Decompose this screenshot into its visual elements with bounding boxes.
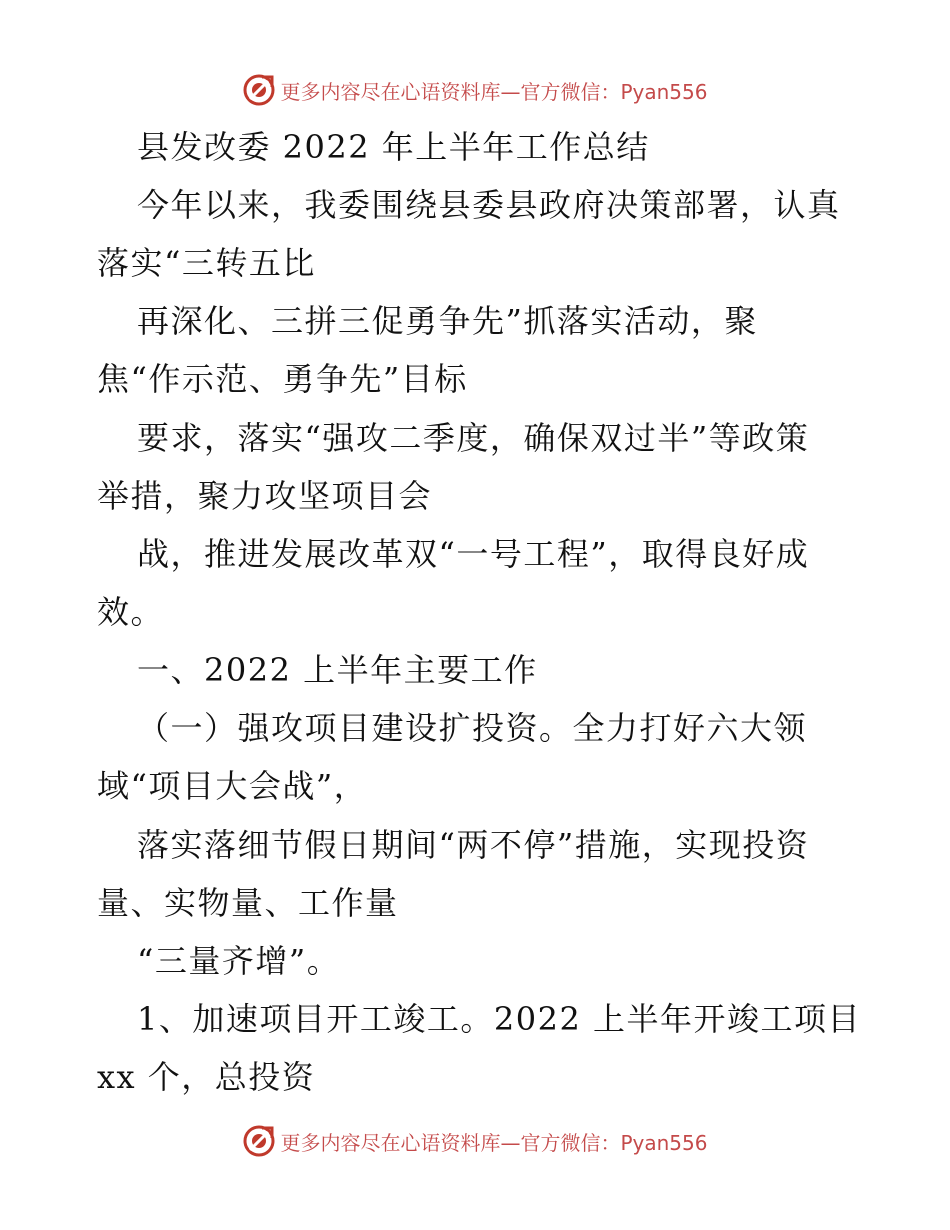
paragraph-line: 效。 (97, 593, 165, 631)
paragraph-line: 落实落细节假日期间“两不停”措施，实现投资 (137, 826, 810, 864)
section-heading: 一、2022 上半年主要工作 (137, 651, 538, 689)
paragraph-line: 战，推进发展改革双“一号工程”，取得良好成 (137, 535, 810, 573)
watermark-text: 更多内容尽在心语资料库—官方微信：Pyan556 (280, 79, 708, 104)
paragraph-line: 今年以来，我委围绕县委县政府决策部署，认真 (137, 186, 841, 224)
document-title: 县发改委 2022 年上半年工作总结 (137, 128, 650, 166)
paragraph-line: 再深化、三拼三促勇争先”抓落实活动，聚 (137, 302, 758, 340)
logo-icon (242, 1124, 276, 1158)
watermark-text: 更多内容尽在心语资料库—官方微信：Pyan556 (280, 1130, 708, 1155)
paragraph-line: 举措，聚力攻坚项目会 (97, 477, 433, 515)
list-item-heading: 1、加速项目开工竣工。2022 上半年开竣工项目 (137, 1000, 861, 1038)
paragraph-line: 落实“三转五比 (97, 244, 316, 282)
paragraph-line: 域“项目大会战”， (97, 767, 368, 805)
paragraph-line: 量、实物量、工作量 (97, 884, 399, 922)
paragraph-line: 要求，落实“强攻二季度，确保双过半”等政策 (137, 419, 810, 457)
subsection-heading: （一）强攻项目建设扩投资。全力打好六大领 (137, 709, 808, 747)
paragraph-line: “三量齐增”。 (137, 942, 341, 980)
paragraph-line: 焦“作示范、勇争先”目标 (97, 360, 468, 398)
paragraph-line: xx 个，总投资 (97, 1058, 316, 1096)
watermark-footer (0, 1121, 950, 1161)
